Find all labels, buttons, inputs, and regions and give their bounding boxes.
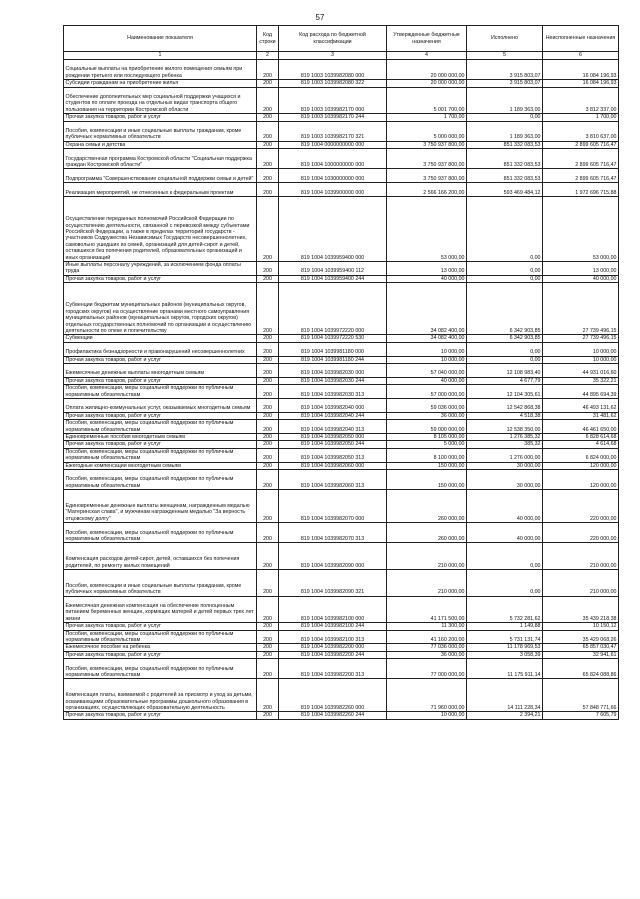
row-indicator-name: Профилактика безнадзорности и правонарушений несовершеннолетних: [64, 342, 257, 356]
row-indicator-name: Прочая закупка товаров, работ и услуг: [64, 623, 257, 630]
row-indicator-name: Ежемесячные денежные выплаты многодетным семьям: [64, 363, 257, 377]
table-row: [64, 420, 619, 434]
row-budget-code: 819 1004 1030000000 000: [279, 169, 387, 183]
row-executed: 6 342 903,85: [467, 335, 543, 342]
table-row: [64, 87, 619, 114]
row-line-code: 200: [257, 570, 279, 597]
row-budget-code: 819 1004 1039982260 244: [279, 712, 387, 719]
row-line-code: 200: [257, 87, 279, 114]
row-line-code: 200: [257, 412, 279, 419]
row-executed: 0,00: [467, 275, 543, 282]
row-indicator-name: Субвенции: [64, 335, 257, 342]
row-budget-code: 819 1004 1039982030 244: [279, 377, 387, 384]
row-line-code: 200: [257, 121, 279, 141]
row-approved: 5 000,00: [387, 441, 467, 448]
row-line-code: 200: [257, 114, 279, 121]
row-budget-code: 819 1003 1039982080 000: [279, 60, 387, 80]
row-indicator-name: Прочая закупка товаров, работ и услуг: [64, 651, 257, 658]
row-approved: 150 000,00: [387, 462, 467, 469]
row-budget-code: 819 1004 1039972220 000: [279, 283, 387, 335]
row-line-code: 200: [257, 342, 279, 356]
column-index-row: [64, 52, 619, 60]
row-executed: 6 342 903,85: [467, 283, 543, 335]
row-unexecuted: 2 899 605 716,47: [543, 149, 619, 169]
row-executed: 12 104 305,61: [467, 385, 543, 399]
table-row: [64, 149, 619, 169]
row-line-code: 200: [257, 283, 279, 335]
row-approved: 41 160 200,00: [387, 630, 467, 644]
row-line-code: 200: [257, 490, 279, 523]
row-unexecuted: 65 824 088,86: [543, 659, 619, 679]
row-budget-code: 819 1004 1039981180 000: [279, 342, 387, 356]
row-indicator-name: Пособия, компенсации, меры социальной поддержки по публичным нормативным обязательствам: [64, 385, 257, 399]
row-executed: 1 149,88: [467, 623, 543, 630]
row-unexecuted: 27 739 496,15: [543, 335, 619, 342]
row-approved: 53 000,00: [387, 196, 467, 261]
row-line-code: 200: [257, 196, 279, 261]
row-indicator-name: Реализация мероприятий, не отнесенных к федеральным проектам: [64, 183, 257, 197]
row-budget-code: 819 1004 1039982050 244: [279, 441, 387, 448]
row-indicator-name: Подпрограмма "Совершенствование социальной поддержки семьи и детей": [64, 169, 257, 183]
row-line-code: 200: [257, 462, 279, 469]
row-budget-code: 819 1004 1039982070 000: [279, 490, 387, 523]
column-index: 1: [64, 52, 257, 60]
table-row: [64, 399, 619, 413]
row-indicator-name: Прочая закупка товаров, работ и услуг: [64, 275, 257, 282]
row-line-code: 200: [257, 644, 279, 651]
row-line-code: 200: [257, 659, 279, 679]
row-approved: 57 000 000,00: [387, 385, 467, 399]
row-executed: 851 332 083,53: [467, 141, 543, 148]
row-line-code: 200: [257, 377, 279, 384]
table-row: [64, 363, 619, 377]
table-row: [64, 490, 619, 523]
row-unexecuted: 10 150,12: [543, 623, 619, 630]
row-approved: 34 082 400,00: [387, 335, 467, 342]
row-approved: 8 105 000,00: [387, 434, 467, 441]
table-row: [64, 630, 619, 644]
table-row: [64, 183, 619, 197]
row-unexecuted: 2 899 605 716,47: [543, 141, 619, 148]
table-row: [64, 275, 619, 282]
row-unexecuted: 3 810 637,00: [543, 121, 619, 141]
column-index: 4: [387, 52, 467, 60]
table-row: [64, 385, 619, 399]
row-budget-code: 819 1004 1039959400 000: [279, 196, 387, 261]
table-row: [64, 342, 619, 356]
row-executed: 4 677,79: [467, 377, 543, 384]
row-indicator-name: Ежемесячное пособие на ребенка: [64, 644, 257, 651]
row-line-code: 200: [257, 183, 279, 197]
row-approved: 10 000,00: [387, 356, 467, 363]
row-indicator-name: Прочая закупка товаров, работ и услуг: [64, 114, 257, 121]
row-approved: 3 750 937 800,00: [387, 169, 467, 183]
row-unexecuted: 40 000,00: [543, 275, 619, 282]
row-budget-code: 819 1004 1039959400 112: [279, 261, 387, 275]
row-executed: 0,00: [467, 114, 543, 121]
row-indicator-name: Пособия, компенсации, меры социальной поддержки по публичным нормативным обязательствам: [64, 470, 257, 490]
row-indicator-name: Компенсация платы, взимаемой с родителей за присмотр и уход за детьми, осваивающими образовательные программы дошкольного образования в организациях, осуществляющих образовательную деятельность: [64, 679, 257, 712]
row-indicator-name: Единовременные пособия многодетным семьям: [64, 434, 257, 441]
row-executed: 30 000,00: [467, 470, 543, 490]
row-approved: 5 000 000,00: [387, 121, 467, 141]
row-indicator-name: Единовременные денежные выплаты женщинам, награжденным медалью "Материнская слава", и мужчинам награжденным медалью "За верность отцовскому долгу": [64, 490, 257, 523]
row-indicator-name: Социальные выплаты на приобретение жилого помещения семьям при рождении третьего или последующего ребенка: [64, 60, 257, 80]
row-unexecuted: 120 000,00: [543, 462, 619, 469]
row-line-code: 200: [257, 434, 279, 441]
row-approved: 40 000,00: [387, 377, 467, 384]
row-approved: 5 001 700,00: [387, 87, 467, 114]
page-number: 57: [315, 13, 325, 22]
row-executed: 0,00: [467, 543, 543, 570]
table-row: [64, 141, 619, 148]
row-line-code: 200: [257, 363, 279, 377]
row-executed: 0,00: [467, 570, 543, 597]
row-approved: 11 300,00: [387, 623, 467, 630]
row-unexecuted: 46 461 650,00: [543, 420, 619, 434]
row-unexecuted: 44 895 694,39: [543, 385, 619, 399]
row-indicator-name: Ежемесячная денежная компенсация на обеспечение полноценным питанием беременных женщин, кормящих матерей и детей первых трех лет жизни: [64, 596, 257, 623]
row-budget-code: 819 1004 1039982090 321: [279, 570, 387, 597]
row-executed: 0,00: [467, 342, 543, 356]
row-indicator-name: Прочая закупка товаров, работ и услуг: [64, 377, 257, 384]
table-row: [64, 448, 619, 462]
table-row: [64, 377, 619, 384]
table-row: [64, 283, 619, 335]
table-header-row: [64, 26, 619, 52]
row-line-code: 200: [257, 275, 279, 282]
row-indicator-name: Пособия, компенсации и иные социальные выплаты гражданам, кроме публичных нормативных обязательств: [64, 121, 257, 141]
row-line-code: 200: [257, 523, 279, 543]
row-executed: 14 111 228,34: [467, 679, 543, 712]
row-budget-code: 819 1004 1039982100 313: [279, 630, 387, 644]
row-budget-code: 819 1004 1039982070 313: [279, 523, 387, 543]
row-approved: 34 082 400,00: [387, 283, 467, 335]
row-budget-code: 819 1003 1039982170 244: [279, 114, 387, 121]
row-executed: 11 178 969,53: [467, 644, 543, 651]
row-line-code: 200: [257, 420, 279, 434]
row-budget-code: 819 1004 1000000000 000: [279, 149, 387, 169]
row-approved: 3 750 937 800,00: [387, 149, 467, 169]
row-executed: 1 189 363,00: [467, 121, 543, 141]
row-indicator-name: Прочая закупка товаров, работ и услуг: [64, 441, 257, 448]
row-line-code: 200: [257, 399, 279, 413]
row-line-code: 200: [257, 335, 279, 342]
table-row: [64, 441, 619, 448]
row-budget-code: 819 1004 1039982030 000: [279, 363, 387, 377]
row-approved: 10 000,00: [387, 342, 467, 356]
table-row: [64, 196, 619, 261]
table-row: [64, 623, 619, 630]
row-indicator-name: Прочая закупка товаров, работ и услуг: [64, 356, 257, 363]
row-unexecuted: 220 000,00: [543, 523, 619, 543]
row-line-code: 200: [257, 651, 279, 658]
row-indicator-name: Осуществление переданных полномочий Российской Федерации по осуществлению деятельности, связанной с перевозкой между субъектами Российской Федерации, а также в пределах территорий государств - участников Содружества Независимых Государств несовершеннолетних, самовольно ушедших из семей, организаций для детей-сирот и детей, оставшихся без попечения родителей, образовательных организаций и иных организаций: [64, 196, 257, 261]
row-approved: 260 000,00: [387, 490, 467, 523]
row-indicator-name: Прочая закупка товаров, работ и услуг: [64, 412, 257, 419]
table-row: [64, 114, 619, 121]
row-indicator-name: Пособия, компенсации, меры социальной поддержки по публичным нормативным обязательствам: [64, 420, 257, 434]
table-row: [64, 523, 619, 543]
row-unexecuted: 32 941,61: [543, 651, 619, 658]
row-budget-code: 819 1004 1039982060 313: [279, 470, 387, 490]
row-budget-code: 819 1003 1039982080 322: [279, 80, 387, 87]
row-executed: 1 189 363,00: [467, 87, 543, 114]
row-executed: 30 000,00: [467, 462, 543, 469]
row-unexecuted: 10 000,00: [543, 342, 619, 356]
row-executed: 851 332 083,53: [467, 149, 543, 169]
row-line-code: 200: [257, 261, 279, 275]
row-approved: 77 036 000,00: [387, 644, 467, 651]
row-budget-code: 819 1004 1039982040 244: [279, 412, 387, 419]
row-approved: 36 000,00: [387, 412, 467, 419]
row-indicator-name: Оплата жилищно-коммунальных услуг, оказываемых многодетным семьям: [64, 399, 257, 413]
row-indicator-name: Пособия, компенсации и иные социальные выплаты гражданам, кроме публичных нормативных обязательств: [64, 570, 257, 597]
row-line-code: 200: [257, 60, 279, 80]
row-budget-code: 819 1004 1039982200 000: [279, 644, 387, 651]
budget-execution-table: [63, 25, 619, 720]
row-line-code: 200: [257, 630, 279, 644]
row-budget-code: 819 1003 1039982170 000: [279, 87, 387, 114]
row-indicator-name: Обеспечение дополнительных мер социальной поддержки учащихся и студентов по оплате проезда на отдельных видах транспорта общего пользования на территории Костромской области: [64, 87, 257, 114]
row-unexecuted: 53 000,00: [543, 196, 619, 261]
row-executed: 0,00: [467, 356, 543, 363]
row-budget-code: 819 1004 1039982060 000: [279, 462, 387, 469]
row-executed: 5 732 281,62: [467, 596, 543, 623]
row-budget-code: 819 1004 1039982100 244: [279, 623, 387, 630]
row-approved: 20 000 000,00: [387, 60, 467, 80]
table-row: [64, 644, 619, 651]
row-line-code: 200: [257, 141, 279, 148]
row-approved: 210 000,00: [387, 570, 467, 597]
row-line-code: 200: [257, 543, 279, 570]
row-unexecuted: 7 605,79: [543, 712, 619, 719]
header-budget-code: Код расхода по бюджетной классификации: [279, 26, 387, 52]
column-index: 6: [543, 52, 619, 60]
header-executed: Исполнено: [467, 26, 543, 52]
table-row: [64, 356, 619, 363]
row-unexecuted: 2 899 605 716,47: [543, 169, 619, 183]
row-line-code: 200: [257, 470, 279, 490]
row-executed: 3 058,39: [467, 651, 543, 658]
row-approved: 210 000,00: [387, 543, 467, 570]
row-unexecuted: 16 084 196,93: [543, 80, 619, 87]
row-indicator-name: Пособия, компенсации, меры социальной поддержки по публичным нормативным обязательствам: [64, 659, 257, 679]
row-executed: 851 332 083,53: [467, 169, 543, 183]
row-unexecuted: 4 614,68: [543, 441, 619, 448]
row-executed: 3 915 803,07: [467, 80, 543, 87]
row-budget-code: 819 1004 1039982260 000: [279, 679, 387, 712]
row-unexecuted: 1 700,00: [543, 114, 619, 121]
row-approved: 77 000 000,00: [387, 659, 467, 679]
row-budget-code: 819 1004 1039972220 530: [279, 335, 387, 342]
row-executed: 40 000,00: [467, 523, 543, 543]
row-executed: 11 175 911,14: [467, 659, 543, 679]
column-index: 2: [257, 52, 279, 60]
row-budget-code: 819 1003 1039982170 321: [279, 121, 387, 141]
row-executed: 1 276 000,00: [467, 448, 543, 462]
header-unexecuted: Неисполненные назначения: [543, 26, 619, 52]
row-executed: 0,00: [467, 261, 543, 275]
row-unexecuted: 1 972 696 715,88: [543, 183, 619, 197]
row-line-code: 200: [257, 149, 279, 169]
header-line-code: Код строки: [257, 26, 279, 52]
header-approved: Утвержденные бюджетные назначения: [387, 26, 467, 52]
table-row: [64, 462, 619, 469]
row-unexecuted: 35 439 218,38: [543, 596, 619, 623]
row-unexecuted: 65 857 030,47: [543, 644, 619, 651]
row-line-code: 200: [257, 679, 279, 712]
table-row: [64, 121, 619, 141]
row-unexecuted: 35 429 068,26: [543, 630, 619, 644]
table-row: [64, 412, 619, 419]
row-executed: 5 731 131,74: [467, 630, 543, 644]
row-approved: 40 000,00: [387, 275, 467, 282]
row-executed: 2 394,21: [467, 712, 543, 719]
table-row: [64, 80, 619, 87]
row-indicator-name: Компенсация расходов детей-сирот, детей, оставшихся без попечения родителей, по ремонту жилых помещений: [64, 543, 257, 570]
row-unexecuted: 220 000,00: [543, 490, 619, 523]
table-row: [64, 679, 619, 712]
row-unexecuted: 6 828 614,68: [543, 434, 619, 441]
row-line-code: 200: [257, 596, 279, 623]
row-unexecuted: 31 481,62: [543, 412, 619, 419]
row-approved: 3 750 937 800,00: [387, 141, 467, 148]
row-budget-code: 819 1004 1039981180 244: [279, 356, 387, 363]
row-indicator-name: Пособия, компенсации, меры социальной поддержки по публичным нормативным обязательствам: [64, 523, 257, 543]
row-unexecuted: 210 000,00: [543, 570, 619, 597]
row-unexecuted: 46 493 131,62: [543, 399, 619, 413]
table-row: [64, 169, 619, 183]
row-unexecuted: 210 000,00: [543, 543, 619, 570]
row-line-code: 200: [257, 356, 279, 363]
header-indicator-name: Наименование показателя: [64, 26, 257, 52]
row-executed: 1 276 385,32: [467, 434, 543, 441]
row-approved: 13 000,00: [387, 261, 467, 275]
row-approved: 1 700,00: [387, 114, 467, 121]
row-indicator-name: Государственная программа Костромской области "Социальная поддержка граждан Костромской области": [64, 149, 257, 169]
table-row: [64, 659, 619, 679]
row-line-code: 200: [257, 169, 279, 183]
table-row: [64, 712, 619, 719]
table-row: [64, 60, 619, 80]
row-executed: 4 518,38: [467, 412, 543, 419]
row-budget-code: 819 1004 1039900000 000: [279, 183, 387, 197]
row-approved: 59 036 000,00: [387, 399, 467, 413]
row-line-code: 200: [257, 385, 279, 399]
row-executed: 385,32: [467, 441, 543, 448]
row-unexecuted: 44 931 016,60: [543, 363, 619, 377]
row-budget-code: 819 1004 0000000000 000: [279, 141, 387, 148]
row-unexecuted: 57 848 771,66: [543, 679, 619, 712]
row-executed: 3 915 803,07: [467, 60, 543, 80]
row-approved: 20 000 000,00: [387, 80, 467, 87]
row-approved: 10 000,00: [387, 712, 467, 719]
row-approved: 36 000,00: [387, 651, 467, 658]
row-indicator-name: Иные выплаты персоналу учреждений, за исключением фонда оплаты труда: [64, 261, 257, 275]
row-approved: 8 100 000,00: [387, 448, 467, 462]
row-executed: 12 542 868,38: [467, 399, 543, 413]
row-unexecuted: 6 824 000,00: [543, 448, 619, 462]
table-row: [64, 434, 619, 441]
row-budget-code: 819 1004 1039982050 313: [279, 448, 387, 462]
row-indicator-name: Субсидии гражданам на приобретение жилья: [64, 80, 257, 87]
row-line-code: 200: [257, 448, 279, 462]
table-row: [64, 596, 619, 623]
row-line-code: 200: [257, 712, 279, 719]
row-approved: 57 040 000,00: [387, 363, 467, 377]
row-executed: 0,00: [467, 196, 543, 261]
row-line-code: 200: [257, 441, 279, 448]
row-approved: 260 000,00: [387, 523, 467, 543]
row-indicator-name: Ежегодные компенсации многодетным семьям: [64, 462, 257, 469]
row-approved: 2 566 166 200,00: [387, 183, 467, 197]
table-row: [64, 335, 619, 342]
row-executed: 593 469 484,12: [467, 183, 543, 197]
row-executed: 40 000,00: [467, 490, 543, 523]
row-unexecuted: 27 739 496,15: [543, 283, 619, 335]
row-unexecuted: 13 000,00: [543, 261, 619, 275]
table-row: [64, 261, 619, 275]
row-approved: 41 171 500,00: [387, 596, 467, 623]
row-line-code: 200: [257, 80, 279, 87]
row-budget-code: 819 1004 1039959400 244: [279, 275, 387, 282]
row-executed: 12 538 350,00: [467, 420, 543, 434]
column-index: 5: [467, 52, 543, 60]
column-index: 3: [279, 52, 387, 60]
row-approved: 71 960 000,00: [387, 679, 467, 712]
table-row: [64, 543, 619, 570]
row-indicator-name: Субвенции бюджетам муниципальных районов (муниципальных округов, городских округов) на осуществление органами местного самоуправления муниципальных районов (муниципальных округов, городских округов) отдельных государственных полномочий по организации и осуществлению деятельности по опеке и попечительству: [64, 283, 257, 335]
row-executed: 12 108 983,40: [467, 363, 543, 377]
table-row: [64, 570, 619, 597]
row-indicator-name: Охрана семьи и детства: [64, 141, 257, 148]
table-row: [64, 470, 619, 490]
row-line-code: 200: [257, 623, 279, 630]
row-unexecuted: 120 000,00: [543, 470, 619, 490]
table-body: [64, 60, 619, 720]
row-unexecuted: 16 084 196,93: [543, 60, 619, 80]
table-row: [64, 651, 619, 658]
row-unexecuted: 35 322,21: [543, 377, 619, 384]
row-indicator-name: Пособия, компенсации, меры социальной поддержки по публичным нормативным обязательствам: [64, 448, 257, 462]
row-budget-code: 819 1004 1039982090 000: [279, 543, 387, 570]
row-approved: 150 000,00: [387, 470, 467, 490]
row-indicator-name: Пособия, компенсации, меры социальной поддержки по публичным нормативным обязательствам: [64, 630, 257, 644]
row-budget-code: 819 1004 1039982100 000: [279, 596, 387, 623]
row-budget-code: 819 1004 1039982040 000: [279, 399, 387, 413]
row-budget-code: 819 1004 1039982040 313: [279, 420, 387, 434]
row-budget-code: 819 1004 1039982050 000: [279, 434, 387, 441]
row-approved: 59 000 000,00: [387, 420, 467, 434]
row-budget-code: 819 1004 1039982200 313: [279, 659, 387, 679]
row-budget-code: 819 1004 1039982200 244: [279, 651, 387, 658]
row-budget-code: 819 1004 1039982030 313: [279, 385, 387, 399]
row-unexecuted: 10 000,00: [543, 356, 619, 363]
row-unexecuted: 3 812 337,00: [543, 87, 619, 114]
row-indicator-name: Прочая закупка товаров, работ и услуг: [64, 712, 257, 719]
